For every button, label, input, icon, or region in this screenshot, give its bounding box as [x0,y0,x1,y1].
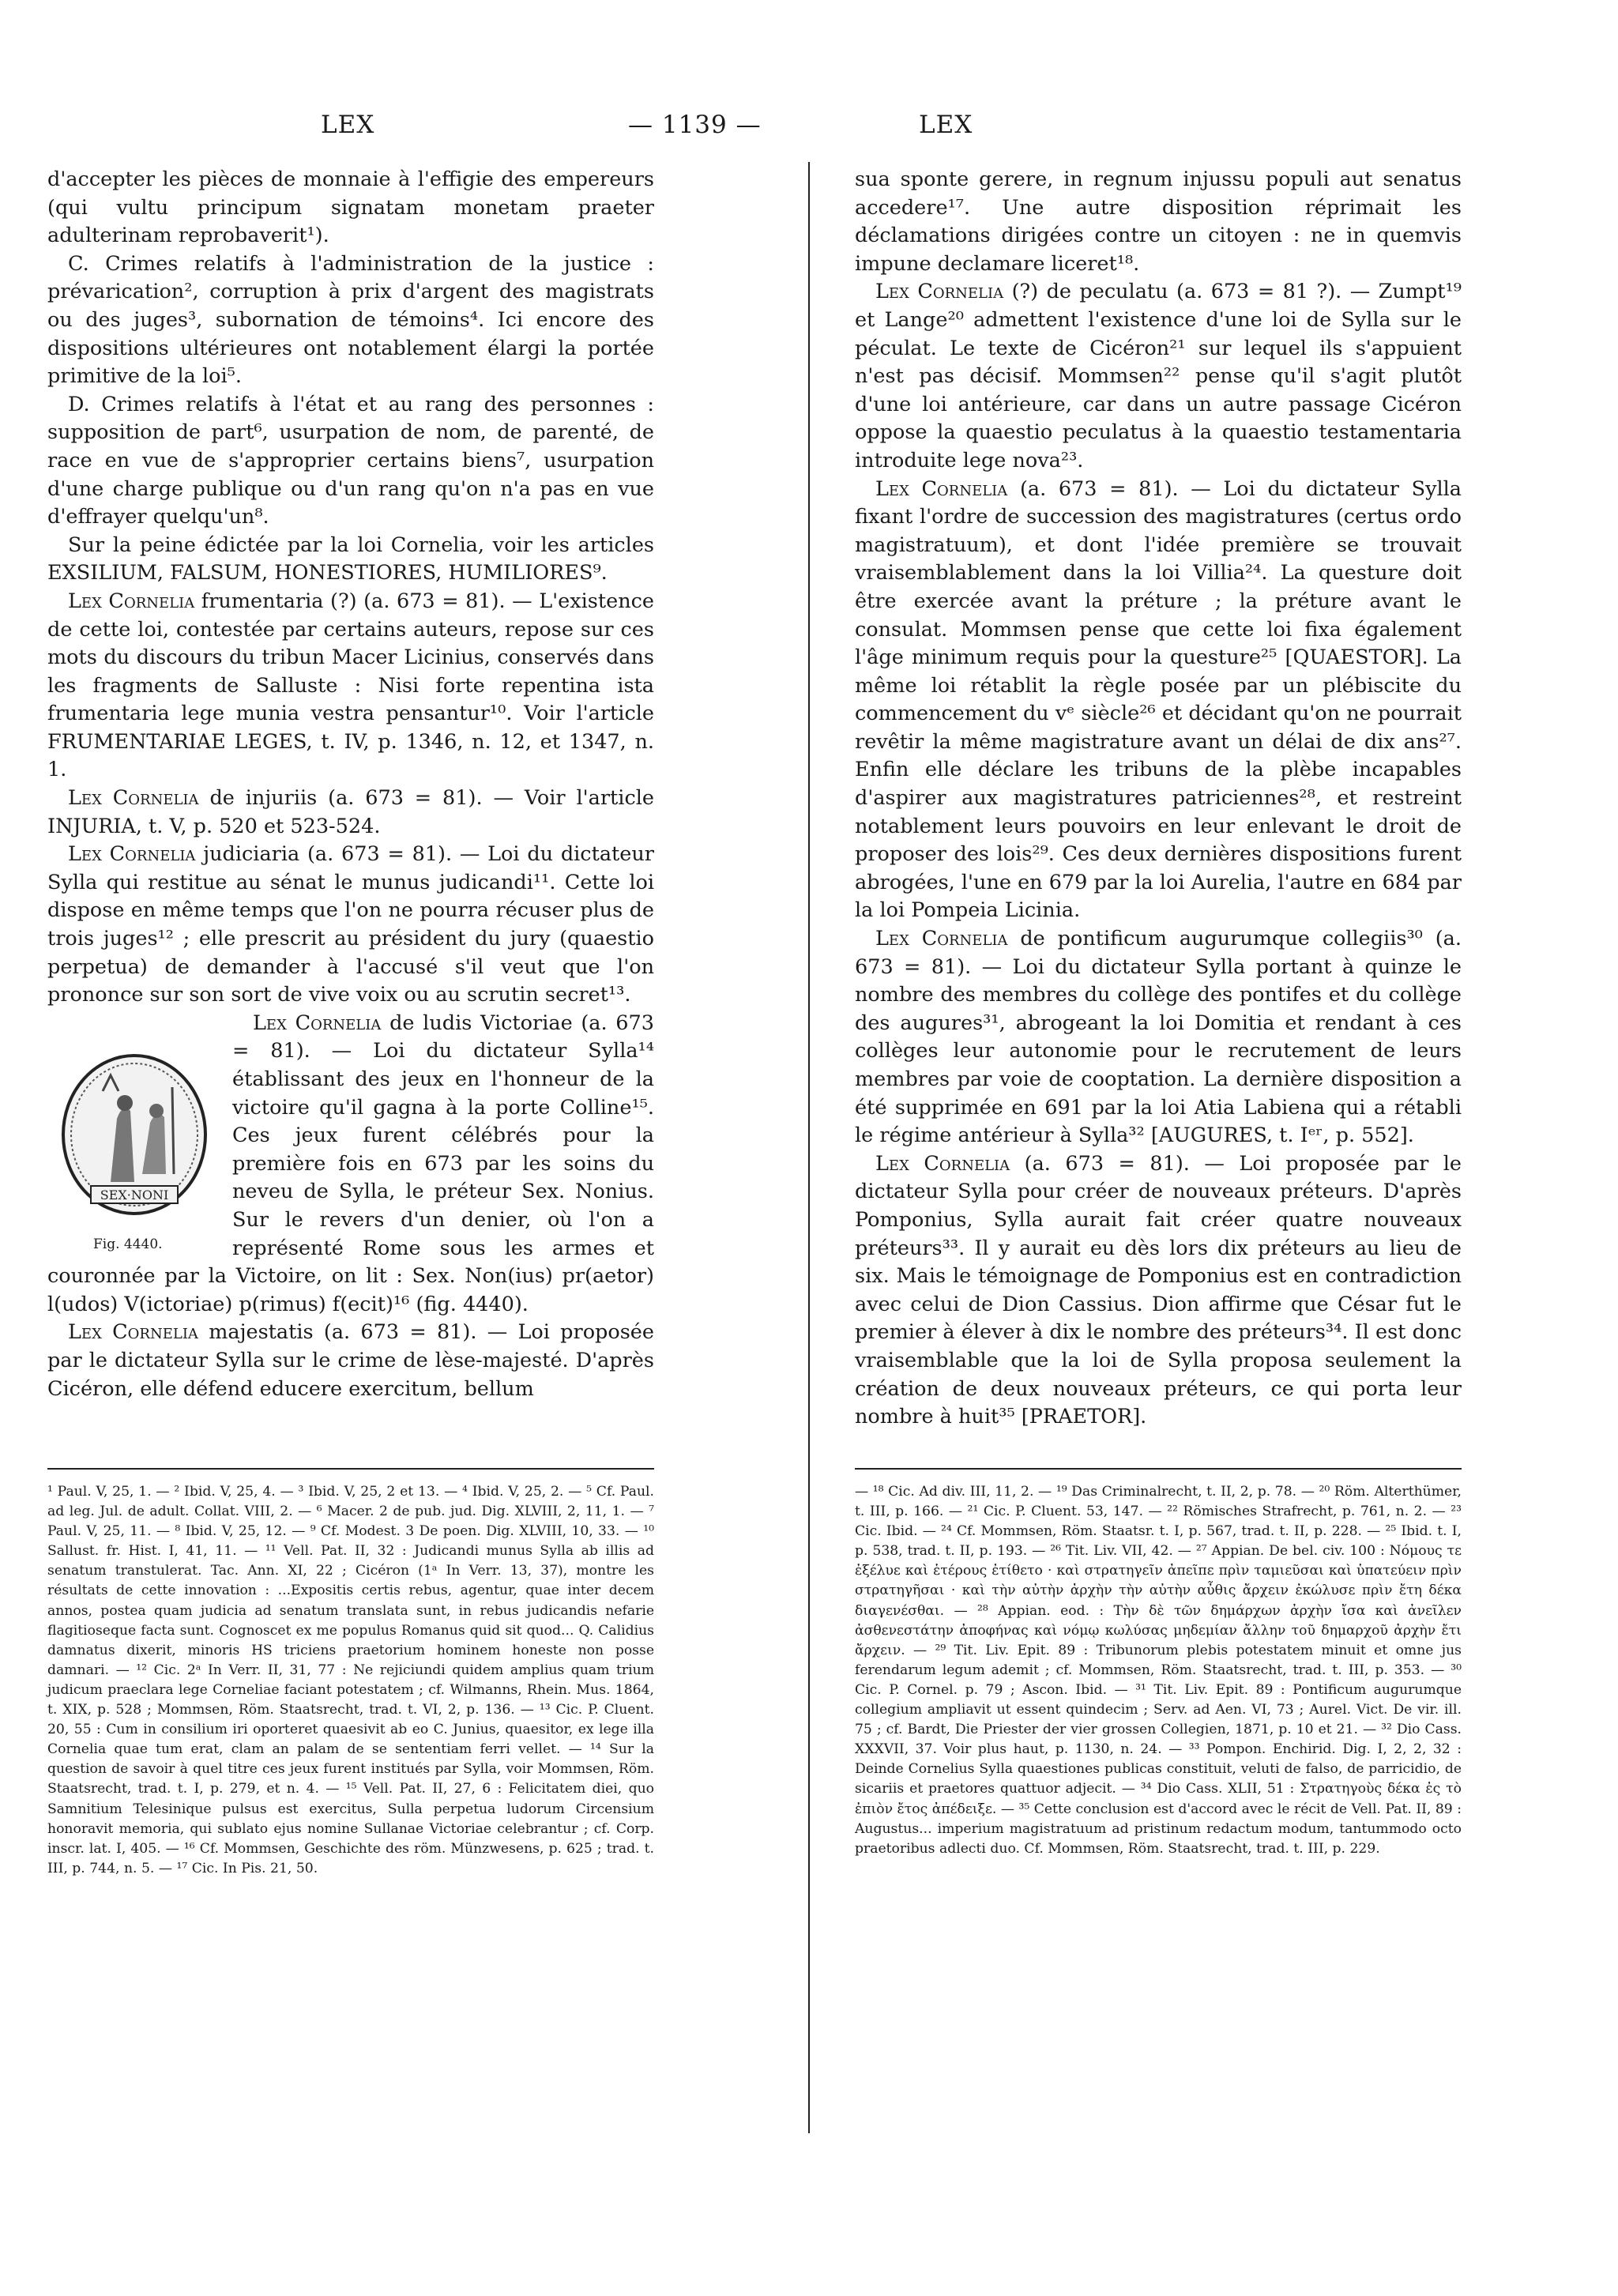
entry-heading: Lex Cornelia [875,476,1008,501]
column-divider [808,162,810,2133]
paragraph: D. Crimes relatifs à l'état et au rang des personnes : supposition de part⁶, usurpation de nom, de parenté, de race en vue de s'approprier certains biens⁷, usurpation d'une charge publique ou d'un rang qu'on n'a pas en vue d'effrayer quelqu'un⁸. [47,392,654,529]
left-column [47,166,654,1403]
entry-heading: Lex Cornelia [68,786,199,811]
entry-heading: Lex Cornelia [68,842,196,867]
entry-text: frumentaria (?) (a. 673 = 81). — L'existence de cette loi, contestée par certains auteurs, repose sur ces mots du discours du tribun Macer Licinius, conservés dans les fragments de Salluste : Nisi forte repentina ista frumentaria lege munia vestra pensantur¹⁰. Voir l'article FRUMENTARIAE LEGES, t. IV, p. 1346, n. 12, et 1347, n. 1. [47,589,654,782]
footnotes-right [855,1482,1462,1859]
running-head-left: LEX [321,111,375,139]
paragraph: d'accepter les pièces de monnaie à l'effigie des empereurs (qui vultu principum signatam monetam praeter adulterinam reprobaverit¹). [47,167,654,248]
entry-praetores [855,1150,1462,1432]
entry-text: (a. 673 = 81). — Loi proposée par le dictateur Sylla pour créer de nouveaux préteurs. D'après Pomponius, Sylla aurait fait créer quatre nouveaux préteurs³³. Il y aurait eu dès lors dix préteurs au lieu de six. Mais le témoignage de Pomponius est en contradiction avec celui de Dion Cassius. Dion affirme que César fut le premier à élever à dix le nombre des préteurs³⁴. Il est donc vraisemblable que la loi de Sylla proposa seulement la création de deux nouveaux préteurs, ce qui porta leur nombre à huit³⁵ [PRAETOR]. [855,1151,1462,1429]
entry-heading: Lex Cornelia [253,1011,382,1035]
entry-text: majestatis (a. 673 = 81). — Loi proposée par le dictateur Sylla sur le crime de lèse-majesté. D'après Cicéron, elle défend educere exercitum, bellum [47,1320,654,1401]
entry-de-peculatu [855,278,1462,475]
coin-figure [47,1016,221,1253]
coin-legend: SEX·NONI [100,1187,169,1203]
right-column [855,166,1462,1432]
figure-caption: Fig. 4440. [93,1236,163,1252]
footnote-separator-right [855,1468,1462,1470]
entry-heading: Lex Cornelia [68,589,195,613]
paragraph: C. Crimes relatifs à l'administration de la justice : prévarication², corruption à prix d'argent des magistrats ou des juges³, subornation de témoins⁴. Ici encore des dispositions ultérieures ont notablement élargi la portée primitive de la loi⁵. [47,251,654,389]
entry-majestatis [47,1319,654,1403]
entry-heading: Lex Cornelia [875,1151,1010,1176]
entry-magistratures [855,476,1462,926]
paragraph: sua sponte gerere, in regnum injussu populi aut senatus accedere¹⁷. Une autre disposition réprimait les déclamations dirigées contre un citoyen : ne in quemvis impune declamare liceret¹⁸. [855,167,1462,276]
running-head-right: LEX [919,111,973,139]
denarius-coin-image [55,1016,213,1221]
entry-heading: Lex Cornelia [875,280,1004,304]
entry-heading: Lex Cornelia [875,927,1008,951]
footnotes-left [47,1482,654,1879]
entry-text: judiciaria (a. 673 = 81). — Loi du dictateur Sylla qui restitue au sénat le munus judicandi¹¹. Cette loi dispose en même temps que l'on ne pourra récuser plus de trois juges¹² ; elle prescrit au président du jury (quaestio perpetua) de demander à l'accusé s'il veut que l'on prononce sur son sort de vive voix ou au scrutin secret¹³. [47,842,654,1007]
entry-text: de ludis Victoriae (a. 673 = 81). — Loi du dictateur Sylla¹⁴ établissant des jeux en l'honneur de la victoire qu'il gagna à la porte Colline¹⁵. Ces jeux furent célébrés pour la première fois en 673 par les soins du neveu de Sylla, le préteur Sex. Nonius. Sur le revers d'un denier, où l'on a représenté Rome sous les armes et couronnée par la Victoire, on lit : Sex. Non(ius) pr(aetor) l(udos) V(ictoriae) p(rimus) f(ecit)¹⁶ (fig. 4440). [47,1011,654,1316]
footnote-text: — ¹⁸ Cic. Ad div. III, 11, 2. — ¹⁹ Das Criminalrecht, t. II, 2, p. 78. — ²⁰ Röm. Alterthümer, t. III, p. 166. — ²¹ Cic. P. Cluent. 53, 147. — ²² Römisches Strafrecht, p. 761, n. 2. — ²³ Cic. Ibid. — ²⁴ Cf. Mommsen, Röm. Staatsr. t. I, p. 567, trad. t. II, p. 228. — ²⁵ Ibid. t. I, p. 538, trad. t. II, p. 193. — ²⁶ Tit. Liv. VII, 42. — ²⁷ Appian. De bel. civ. 100 : Νόμους τε ἐξέλυε καὶ ἑτέρους ἐτίθετο · καὶ στρατηγεῖν ἀπεῖπε πρὶν ταμιεῦσαι καὶ ὑπατεύειν πρὶν στρατηγῆσαι · καὶ τὴν αὐτὴν ἀρχὴν τὴν αὐτὴν αὖθις ἄρχειν ἐκώλυσε πρὶν ἔτη δέκα διαγενέσθαι. — ²⁸ Appian. eod. : Τὴν δὲ τῶν δημάρχων ἀρχὴν ἴσα καὶ ἀνεῖλεν ἀσθενεστάτην ἀποφήνας καὶ νόμῳ κωλύσας μηδεμίαν ἄλλην τοῦ δημαρχοῦ ἀρχὴν ἔτι ἄρχειν. — ²⁹ Tit. Liv. Epit. 89 : Tribunorum plebis potestatem minuit et omne jus ferendarum legum ademit ; cf. Mommsen, Röm. Staatsrecht, trad. t. III, p. 353. — ³⁰ Cic. P. Cornel. p. 79 ; Ascon. Ibid. — ³¹ Tit. Liv. Epit. 89 : Pontificum augurumque collegium ampliavit ut essent quindecim ; Serv. ad Aen. VI, 73 ; Aurel. Vict. De vir. ill. 75 ; cf. Bardt, Die Priester der vier grossen Collegien, 1871, p. 10 et 21. — ³² Dio Cass. XXXVII, 37. Voir plus haut, p. 1130, n. 24. — ³³ Pompon. Enchirid. Dig. I, 2, 2, 32 : Deinde Cornelius Sylla quaestiones publicas constituit, veluti de falso, de parricidio, de sicariis et praetores quattuor adjecit. — ³⁴ Dio Cass. XLII, 51 : Στρατηγοὺς δέκα ἐς τὸ ἐπιὸν ἔτος ἀπέδειξε. — ³⁵ Cette conclusion est d'accord avec le récit de Vell. Pat. II, 89 : Augustus... imperium magistratuum ad pristinum redactum modum, tantummodo octo praetoribus adlecti duo. Cf. Mommsen, Röm. Staatsrecht, trad. t. III, p. 229. [855,1484,1462,1857]
footnote-separator-left [47,1468,654,1470]
footnote-text: ¹ Paul. V, 25, 1. — ² Ibid. V, 25, 4. — ³ Ibid. V, 25, 2 et 13. — ⁴ Ibid. V, 25, 2. — ⁵ Cf. Paul. ad leg. Jul. de adult. Collat. VIII, 2. — ⁶ Macer. 2 de pub. jud. Dig. XLVIII, 2, 11, 1. — ⁷ Paul. V, 25, 11. — ⁸ Ibid. V, 25, 12. — ⁹ Cf. Modest. 3 De poen. Dig. XLVIII, 10, 33. — ¹⁰ Sallust. fr. Hist. I, 41, 11. — ¹¹ Vell. Pat. II, 32 : Judicandi munus Sylla ab illis ad senatum transtulerat. Tac. Ann. XI, 22 ; Cicéron (1ᵃ In Verr. 13, 37), montre les résultats de cette innovation : ...Expositis certis rebus, agentur, quae inter decem annos, postea quam judicia ad senatum translata sunt, in rebus judicandis nefarie flagitioseque facta sunt. Cognoscet ex me populus Romanus quid sit quod... Q. Calidius damnatus dixerit, minoris HS triciens praetorium hominem honeste non posse damnari. — ¹² Cic. 2ᵃ In Verr. II, 31, 77 : Ne rejiciundi quidem amplius quam trium judicum praeclara lege Corneliae faciant potestatem ; cf. Wilmanns, Rhein. Mus. 1864, t. XIX, p. 528 ; Mommsen, Röm. Staatsrecht, trad. t. VI, 2, p. 136. — ¹³ Cic. P. Cluent. 20, 55 : Cum in consilium iri oporteret quaesivit ab eo C. Junius, quaesitor, ex lege illa Cornelia quae tum erat, clam an palam de se sententiam ferri vellet. — ¹⁴ Sur la question de savoir à quel titre ces jeux furent institués par Sylla, voir Mommsen, Röm. Staatsrecht, trad. t. I, p. 279, et n. 4. — ¹⁵ Vell. Pat. II, 27, 6 : Felicitatem diei, quo Samnitium Telesinique pulsus est exercitus, Sulla perpetua ludorum Circensium honoravit memoria, qui sublato ejus nomine Sullanae Victoriae celebrantur ; cf. Corp. inscr. lat. I, 405. — ¹⁶ Cf. Mommsen, Geschichte des röm. Münzwesens, p. 625 ; trad. t. III, p. 744, n. 5. — ¹⁷ Cic. In Pis. 21, 50. [47,1484,654,1876]
entry-text: de injuriis (a. 673 = 81). — Voir l'article INJURIA, t. V, p. 520 et 523-524. [47,786,654,838]
entry-heading: Lex Cornelia [68,1320,198,1345]
entry-judiciaria [47,841,654,1010]
entry-text: (?) de peculatu (a. 673 = 81 ?). — Zumpt¹⁹ et Lange²⁰ admettent l'existence d'une loi de Sylla sur le péculat. Le texte de Cicéron²¹ sur lequel ils s'appuient n'est pas décisif. Mommsen²² pense qu'il s'agit plutôt d'une loi antérieure, car dans un autre passage Cicéron oppose la quaestio peculatus à la quaestio testamentaria introduite lege nova²³. [855,280,1462,472]
entry-frumentaria [47,588,654,785]
page-number: — 1139 — [628,111,762,139]
entry-text: (a. 673 = 81). — Loi du dictateur Sylla fixant l'ordre de succession des magistratures (certus ordo magistratuum), et dont l'idée première se trouvait vraisemblablement dans la loi Villia²⁴. La questure doit être exercée avant la préture ; la préture avant le consulat. Mommsen pense que cette loi fixa également l'âge minimum requis pour la questure²⁵ [QUAESTOR]. La même loi rétablit la règle posée par un plébiscite du commencement du vᵉ siècle²⁶ et décidant qu'on ne pourrait revêtir la même magistrature avant un délai de dix ans²⁷. Enfin elle déclare les tribuns de la plèbe incapables d'aspirer aux magistratures patriciennes²⁸, et restreint notablement leurs pouvoirs en leur enlevant le droit de proposer des lois²⁹. Ces deux dernières dispositions furent abrogées, l'une en 679 par la loi Aurelia, l'autre en 684 par la loi Pompeia Licinia. [855,476,1462,923]
paragraph: Sur la peine édictée par la loi Cornelia, voir les articles EXSILIUM, FALSUM, HONESTIORES, HUMILIORES⁹. [47,533,654,585]
entry-text: de pontificum augurumque collegiis³⁰ (a. 673 = 81). — Loi du dictateur Sylla portant à quinze le nombre des membres du collège des pontifes et du collège des augures³¹, abrogeant la loi Domitia et rendant à ces collèges leur autonomie pour le recrutement de leurs membres par voie de cooptation. La dernière disposition a été supprimée en 691 par la loi Atia Labiena qui a rétabli le régime antérieur à Sylla³² [AUGURES, t. Iᵉʳ, p. 552]. [855,927,1462,1148]
entry-de-pontificum [855,925,1462,1150]
entry-de-injuriis [47,785,654,841]
